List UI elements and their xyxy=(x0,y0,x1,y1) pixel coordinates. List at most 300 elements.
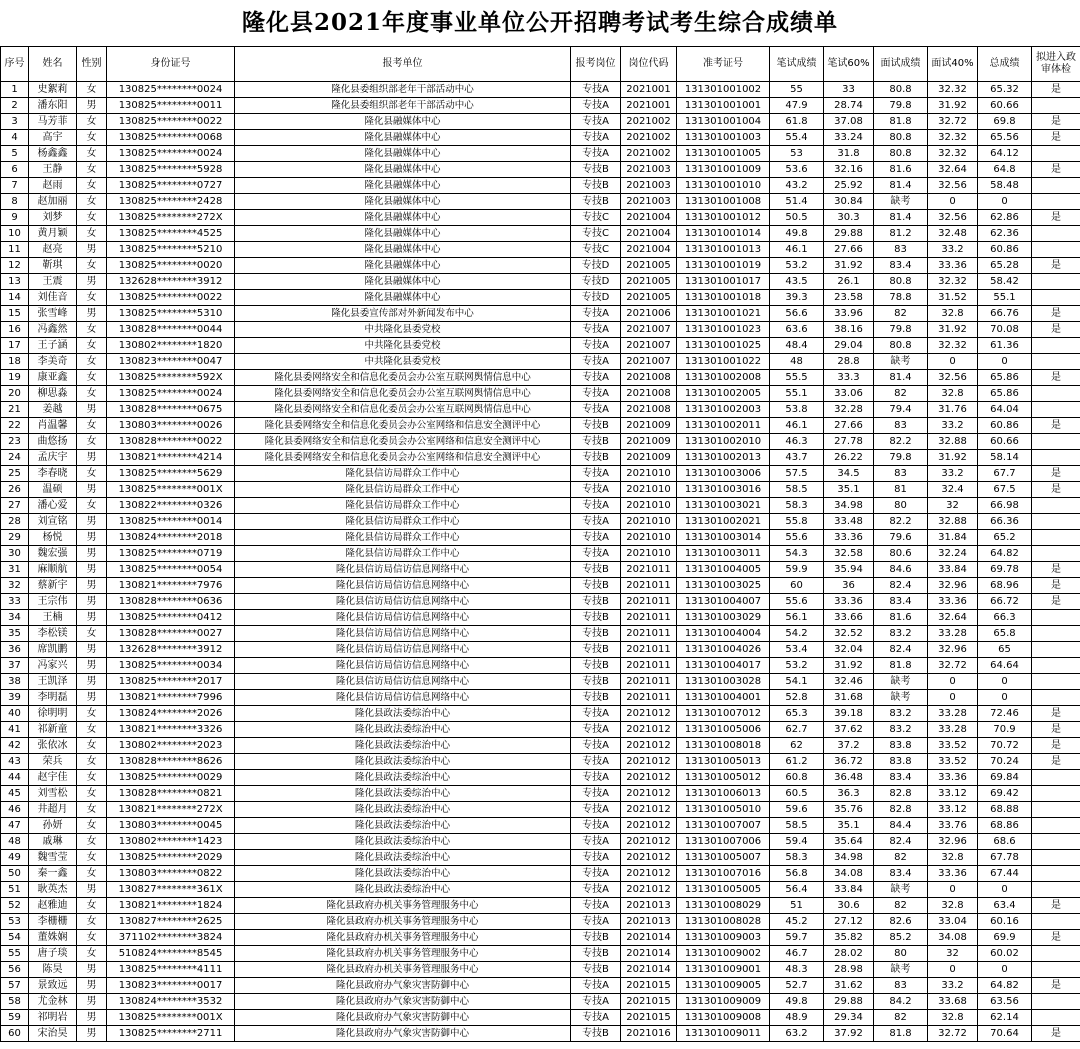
cell-interview-score: 82 xyxy=(874,1010,928,1026)
cell-position: 专技D xyxy=(571,290,621,306)
cell-position: 专技A xyxy=(571,130,621,146)
cell-position-code: 2021011 xyxy=(621,690,677,706)
cell-seq: 1 xyxy=(1,82,29,98)
cell-admission-no: 131301002005 xyxy=(677,386,770,402)
cell-written-60: 29.04 xyxy=(824,338,874,354)
cell-written-60: 30.6 xyxy=(824,898,874,914)
cell-interview-score: 79.6 xyxy=(874,530,928,546)
cell-id-number: 130827********361X xyxy=(107,882,235,898)
cell-position-code: 2021012 xyxy=(621,818,677,834)
cell-written-score: 54.2 xyxy=(770,626,824,642)
cell-shortlisted xyxy=(1032,850,1080,866)
cell-written-score: 55.1 xyxy=(770,386,824,402)
cell-total-score: 64.64 xyxy=(978,658,1032,674)
cell-gender: 男 xyxy=(77,242,107,258)
cell-written-60: 33.06 xyxy=(824,386,874,402)
cell-written-60: 30.3 xyxy=(824,210,874,226)
cell-admission-no: 131301009003 xyxy=(677,930,770,946)
cell-admission-no: 131301005012 xyxy=(677,770,770,786)
cell-interview-score: 81.6 xyxy=(874,610,928,626)
cell-shortlisted xyxy=(1032,354,1080,370)
cell-written-60: 27.12 xyxy=(824,914,874,930)
cell-shortlisted xyxy=(1032,642,1080,658)
cell-position-code: 2021013 xyxy=(621,914,677,930)
cell-id-number: 130824********2026 xyxy=(107,706,235,722)
cell-written-score: 46.1 xyxy=(770,242,824,258)
table-row xyxy=(1,850,1080,866)
cell-written-60: 33.24 xyxy=(824,130,874,146)
cell-shortlisted: 是 xyxy=(1032,706,1080,722)
cell-unit: 中共隆化县委党校 xyxy=(235,338,571,354)
cell-total-score: 65.56 xyxy=(978,130,1032,146)
cell-written-60: 28.74 xyxy=(824,98,874,114)
cell-name: 魏宏强 xyxy=(29,546,77,562)
cell-gender: 女 xyxy=(77,898,107,914)
cell-interview-score: 缺考 xyxy=(874,674,928,690)
cell-written-score: 58.5 xyxy=(770,482,824,498)
table-row xyxy=(1,530,1080,546)
cell-name: 赵雅迪 xyxy=(29,898,77,914)
cell-admission-no: 131301005007 xyxy=(677,850,770,866)
cell-admission-no: 131301007006 xyxy=(677,834,770,850)
cell-position-code: 2021006 xyxy=(621,306,677,322)
cell-seq: 23 xyxy=(1,434,29,450)
cell-interview-40: 32.32 xyxy=(928,338,978,354)
cell-interview-40: 33.52 xyxy=(928,738,978,754)
cell-gender: 男 xyxy=(77,546,107,562)
cell-shortlisted: 是 xyxy=(1032,738,1080,754)
table-row xyxy=(1,738,1080,754)
cell-shortlisted xyxy=(1032,178,1080,194)
cell-name: 李春晓 xyxy=(29,466,77,482)
cell-written-60: 35.94 xyxy=(824,562,874,578)
table-row xyxy=(1,258,1080,274)
cell-id-number: 130824********3532 xyxy=(107,994,235,1010)
cell-name: 李松镁 xyxy=(29,626,77,642)
cell-written-60: 37.92 xyxy=(824,1026,874,1042)
cell-shortlisted xyxy=(1032,658,1080,674)
cell-admission-no: 131301001009 xyxy=(677,162,770,178)
cell-position-code: 2021004 xyxy=(621,242,677,258)
table-row xyxy=(1,514,1080,530)
cell-total-score: 55.1 xyxy=(978,290,1032,306)
cell-position-code: 2021010 xyxy=(621,514,677,530)
cell-interview-score: 81.4 xyxy=(874,210,928,226)
cell-unit: 隆化县信访局群众工作中心 xyxy=(235,514,571,530)
cell-position-code: 2021013 xyxy=(621,898,677,914)
cell-written-60: 33.66 xyxy=(824,610,874,626)
cell-seq: 11 xyxy=(1,242,29,258)
cell-seq: 10 xyxy=(1,226,29,242)
cell-position-code: 2021002 xyxy=(621,146,677,162)
cell-total-score: 66.72 xyxy=(978,594,1032,610)
cell-id-number: 371102********3824 xyxy=(107,930,235,946)
cell-id-number: 130803********0045 xyxy=(107,818,235,834)
cell-name: 刘雪松 xyxy=(29,786,77,802)
cell-gender: 女 xyxy=(77,210,107,226)
cell-shortlisted: 是 xyxy=(1032,482,1080,498)
table-row xyxy=(1,578,1080,594)
cell-position: 专技B xyxy=(571,610,621,626)
cell-interview-40: 32.8 xyxy=(928,386,978,402)
cell-total-score: 58.42 xyxy=(978,274,1032,290)
cell-interview-40: 33.68 xyxy=(928,994,978,1010)
cell-position: 专技A xyxy=(571,306,621,322)
cell-name: 刘宣铭 xyxy=(29,514,77,530)
cell-interview-score: 79.8 xyxy=(874,98,928,114)
cell-unit: 隆化县政法委综治中心 xyxy=(235,802,571,818)
cell-position: 专技C xyxy=(571,226,621,242)
cell-interview-40: 0 xyxy=(928,674,978,690)
cell-id-number: 130821********4214 xyxy=(107,450,235,466)
cell-admission-no: 131301001012 xyxy=(677,210,770,226)
cell-shortlisted: 是 xyxy=(1032,594,1080,610)
cell-interview-score: 缺考 xyxy=(874,690,928,706)
table-row xyxy=(1,450,1080,466)
header-cell: 序号 xyxy=(1,47,29,82)
cell-interview-40: 32.24 xyxy=(928,546,978,562)
cell-position: 专技A xyxy=(571,498,621,514)
cell-gender: 女 xyxy=(77,850,107,866)
cell-unit: 隆化县委网络安全和信息化委员会办公室网络和信息安全测评中心 xyxy=(235,418,571,434)
cell-id-number: 130824********2018 xyxy=(107,530,235,546)
cell-interview-40: 32.48 xyxy=(928,226,978,242)
cell-admission-no: 131301009008 xyxy=(677,1010,770,1026)
cell-interview-score: 83 xyxy=(874,978,928,994)
cell-admission-no: 131301001004 xyxy=(677,114,770,130)
table-row xyxy=(1,962,1080,978)
cell-interview-score: 82.8 xyxy=(874,786,928,802)
table-row xyxy=(1,82,1080,98)
cell-interview-score: 83.4 xyxy=(874,770,928,786)
cell-unit: 隆化县信访局群众工作中心 xyxy=(235,466,571,482)
cell-admission-no: 131301001001 xyxy=(677,98,770,114)
cell-shortlisted xyxy=(1032,818,1080,834)
cell-seq: 8 xyxy=(1,194,29,210)
table-row xyxy=(1,98,1080,114)
cell-position-code: 2021012 xyxy=(621,738,677,754)
cell-seq: 2 xyxy=(1,98,29,114)
cell-unit: 隆化县融媒体中心 xyxy=(235,162,571,178)
cell-shortlisted: 是 xyxy=(1032,258,1080,274)
cell-position-code: 2021001 xyxy=(621,98,677,114)
table-row xyxy=(1,802,1080,818)
cell-interview-40: 33.28 xyxy=(928,626,978,642)
cell-shortlisted xyxy=(1032,802,1080,818)
cell-shortlisted xyxy=(1032,530,1080,546)
cell-total-score: 66.3 xyxy=(978,610,1032,626)
cell-seq: 39 xyxy=(1,690,29,706)
cell-seq: 22 xyxy=(1,418,29,434)
cell-unit: 隆化县融媒体中心 xyxy=(235,290,571,306)
cell-position-code: 2021012 xyxy=(621,722,677,738)
cell-seq: 27 xyxy=(1,498,29,514)
cell-seq: 43 xyxy=(1,754,29,770)
cell-interview-40: 32.72 xyxy=(928,658,978,674)
cell-seq: 4 xyxy=(1,130,29,146)
cell-position: 专技B xyxy=(571,194,621,210)
cell-name: 潘东阳 xyxy=(29,98,77,114)
cell-written-60: 31.62 xyxy=(824,978,874,994)
cell-interview-40: 32 xyxy=(928,946,978,962)
cell-written-60: 31.92 xyxy=(824,658,874,674)
cell-interview-score: 85.2 xyxy=(874,930,928,946)
table-row xyxy=(1,914,1080,930)
cell-written-score: 39.3 xyxy=(770,290,824,306)
cell-seq: 6 xyxy=(1,162,29,178)
table-row xyxy=(1,866,1080,882)
cell-unit: 隆化县政法委综治中心 xyxy=(235,786,571,802)
cell-shortlisted: 是 xyxy=(1032,978,1080,994)
cell-gender: 女 xyxy=(77,626,107,642)
cell-seq: 7 xyxy=(1,178,29,194)
cell-gender: 男 xyxy=(77,610,107,626)
cell-position-code: 2021016 xyxy=(621,1026,677,1042)
cell-position: 专技C xyxy=(571,242,621,258)
cell-position: 专技A xyxy=(571,914,621,930)
cell-seq: 17 xyxy=(1,338,29,354)
cell-interview-score: 81.6 xyxy=(874,162,928,178)
cell-written-score: 49.8 xyxy=(770,226,824,242)
cell-shortlisted xyxy=(1032,194,1080,210)
cell-id-number: 130827********2625 xyxy=(107,914,235,930)
table-row xyxy=(1,498,1080,514)
cell-seq: 14 xyxy=(1,290,29,306)
cell-shortlisted: 是 xyxy=(1032,930,1080,946)
cell-written-60: 31.8 xyxy=(824,146,874,162)
cell-total-score: 64.8 xyxy=(978,162,1032,178)
cell-seq: 34 xyxy=(1,610,29,626)
cell-total-score: 58.48 xyxy=(978,178,1032,194)
cell-total-score: 63.4 xyxy=(978,898,1032,914)
cell-position-code: 2021015 xyxy=(621,1010,677,1026)
table-row xyxy=(1,178,1080,194)
cell-gender: 女 xyxy=(77,162,107,178)
cell-total-score: 68.6 xyxy=(978,834,1032,850)
cell-seq: 45 xyxy=(1,786,29,802)
cell-written-score: 48.4 xyxy=(770,338,824,354)
cell-id-number: 132628********3912 xyxy=(107,274,235,290)
cell-shortlisted xyxy=(1032,690,1080,706)
cell-written-score: 59.6 xyxy=(770,802,824,818)
cell-interview-score: 84.6 xyxy=(874,562,928,578)
cell-admission-no: 131301002003 xyxy=(677,402,770,418)
cell-total-score: 69.78 xyxy=(978,562,1032,578)
cell-position-code: 2021002 xyxy=(621,114,677,130)
cell-interview-40: 31.92 xyxy=(928,322,978,338)
cell-admission-no: 131301005006 xyxy=(677,722,770,738)
cell-written-score: 55 xyxy=(770,82,824,98)
cell-id-number: 130825********0727 xyxy=(107,178,235,194)
cell-position: 专技A xyxy=(571,466,621,482)
cell-gender: 女 xyxy=(77,818,107,834)
cell-admission-no: 131301002010 xyxy=(677,434,770,450)
cell-name: 赵宇佳 xyxy=(29,770,77,786)
cell-position-code: 2021014 xyxy=(621,962,677,978)
cell-written-score: 55.6 xyxy=(770,594,824,610)
table-row xyxy=(1,338,1080,354)
cell-total-score: 67.7 xyxy=(978,466,1032,482)
cell-id-number: 130828********0027 xyxy=(107,626,235,642)
cell-written-score: 51 xyxy=(770,898,824,914)
cell-admission-no: 131301001017 xyxy=(677,274,770,290)
cell-unit: 隆化县信访局群众工作中心 xyxy=(235,546,571,562)
cell-name: 唐子琰 xyxy=(29,946,77,962)
cell-shortlisted: 是 xyxy=(1032,722,1080,738)
cell-admission-no: 131301002021 xyxy=(677,514,770,530)
cell-interview-40: 0 xyxy=(928,882,978,898)
table-row xyxy=(1,194,1080,210)
cell-total-score: 68.86 xyxy=(978,818,1032,834)
cell-position: 专技A xyxy=(571,402,621,418)
cell-position: 专技A xyxy=(571,882,621,898)
cell-name: 耿英杰 xyxy=(29,882,77,898)
cell-seq: 31 xyxy=(1,562,29,578)
cell-interview-40: 32.8 xyxy=(928,1010,978,1026)
cell-name: 冯鑫然 xyxy=(29,322,77,338)
cell-unit: 隆化县融媒体中心 xyxy=(235,274,571,290)
cell-written-60: 27.66 xyxy=(824,242,874,258)
cell-shortlisted: 是 xyxy=(1032,562,1080,578)
cell-interview-score: 缺考 xyxy=(874,194,928,210)
cell-position: 专技A xyxy=(571,706,621,722)
cell-gender: 女 xyxy=(77,322,107,338)
cell-gender: 男 xyxy=(77,994,107,1010)
cell-seq: 52 xyxy=(1,898,29,914)
cell-total-score: 65.86 xyxy=(978,370,1032,386)
cell-written-score: 59.9 xyxy=(770,562,824,578)
cell-written-score: 60.8 xyxy=(770,770,824,786)
cell-interview-40: 32.96 xyxy=(928,578,978,594)
cell-shortlisted: 是 xyxy=(1032,898,1080,914)
cell-total-score: 61.36 xyxy=(978,338,1032,354)
cell-interview-score: 81.4 xyxy=(874,178,928,194)
cell-written-60: 28.8 xyxy=(824,354,874,370)
cell-admission-no: 131301004007 xyxy=(677,594,770,610)
cell-admission-no: 131301007016 xyxy=(677,866,770,882)
cell-written-score: 55.8 xyxy=(770,514,824,530)
cell-written-60: 32.58 xyxy=(824,546,874,562)
cell-seq: 3 xyxy=(1,114,29,130)
cell-total-score: 65.32 xyxy=(978,82,1032,98)
cell-seq: 30 xyxy=(1,546,29,562)
cell-position-code: 2021015 xyxy=(621,978,677,994)
cell-position-code: 2021008 xyxy=(621,386,677,402)
cell-seq: 59 xyxy=(1,1010,29,1026)
cell-name: 宋治昊 xyxy=(29,1026,77,1042)
cell-id-number: 130825********0034 xyxy=(107,658,235,674)
cell-admission-no: 131301001010 xyxy=(677,178,770,194)
cell-unit: 隆化县信访局信访信息网络中心 xyxy=(235,674,571,690)
cell-shortlisted: 是 xyxy=(1032,1026,1080,1042)
cell-gender: 男 xyxy=(77,690,107,706)
cell-total-score: 65.2 xyxy=(978,530,1032,546)
cell-interview-40: 33.2 xyxy=(928,418,978,434)
cell-unit: 隆化县委网络安全和信息化委员会办公室网络和信息安全测评中心 xyxy=(235,450,571,466)
cell-admission-no: 131301009002 xyxy=(677,946,770,962)
cell-total-score: 63.56 xyxy=(978,994,1032,1010)
cell-total-score: 60.02 xyxy=(978,946,1032,962)
table-row xyxy=(1,658,1080,674)
cell-interview-40: 31.84 xyxy=(928,530,978,546)
cell-seq: 60 xyxy=(1,1026,29,1042)
cell-id-number: 130821********7976 xyxy=(107,578,235,594)
cell-total-score: 0 xyxy=(978,194,1032,210)
cell-position: 专技A xyxy=(571,338,621,354)
header-cell: 总成绩 xyxy=(978,47,1032,82)
cell-position-code: 2021010 xyxy=(621,498,677,514)
cell-unit: 隆化县政府办气象灾害防御中心 xyxy=(235,1010,571,1026)
cell-shortlisted xyxy=(1032,226,1080,242)
cell-name: 魏雪莹 xyxy=(29,850,77,866)
cell-admission-no: 131301003028 xyxy=(677,674,770,690)
cell-seq: 13 xyxy=(1,274,29,290)
cell-position: 专技A xyxy=(571,738,621,754)
cell-name: 王震 xyxy=(29,274,77,290)
table-row xyxy=(1,930,1080,946)
cell-position: 专技A xyxy=(571,866,621,882)
cell-interview-score: 缺考 xyxy=(874,354,928,370)
cell-name: 杨悦 xyxy=(29,530,77,546)
cell-id-number: 130825********4525 xyxy=(107,226,235,242)
cell-position-code: 2021012 xyxy=(621,882,677,898)
cell-interview-score: 82 xyxy=(874,386,928,402)
cell-gender: 男 xyxy=(77,450,107,466)
cell-interview-score: 83.4 xyxy=(874,258,928,274)
cell-written-score: 43.7 xyxy=(770,450,824,466)
cell-id-number: 130825********5629 xyxy=(107,466,235,482)
cell-interview-40: 33.36 xyxy=(928,770,978,786)
cell-position-code: 2021012 xyxy=(621,866,677,882)
cell-interview-40: 33.2 xyxy=(928,242,978,258)
table-row xyxy=(1,562,1080,578)
cell-interview-score: 81 xyxy=(874,482,928,498)
cell-shortlisted xyxy=(1032,626,1080,642)
table-row xyxy=(1,994,1080,1010)
cell-name: 王宗伟 xyxy=(29,594,77,610)
cell-shortlisted xyxy=(1032,434,1080,450)
cell-id-number: 130823********0017 xyxy=(107,978,235,994)
cell-written-60: 33.84 xyxy=(824,882,874,898)
cell-name: 王凯泽 xyxy=(29,674,77,690)
cell-written-60: 32.28 xyxy=(824,402,874,418)
cell-written-60: 32.52 xyxy=(824,626,874,642)
cell-written-60: 32.04 xyxy=(824,642,874,658)
cell-written-score: 53 xyxy=(770,146,824,162)
cell-unit: 隆化县信访局群众工作中心 xyxy=(235,530,571,546)
cell-written-score: 48.9 xyxy=(770,1010,824,1026)
cell-written-score: 59.4 xyxy=(770,834,824,850)
cell-written-score: 61.2 xyxy=(770,754,824,770)
cell-written-60: 32.16 xyxy=(824,162,874,178)
cell-id-number: 130802********1423 xyxy=(107,834,235,850)
cell-written-60: 34.98 xyxy=(824,498,874,514)
cell-shortlisted xyxy=(1032,962,1080,978)
cell-id-number: 130825********0054 xyxy=(107,562,235,578)
cell-seq: 44 xyxy=(1,770,29,786)
table-row xyxy=(1,642,1080,658)
cell-position: 专技A xyxy=(571,514,621,530)
cell-admission-no: 131301009001 xyxy=(677,962,770,978)
cell-position: 专技A xyxy=(571,114,621,130)
cell-interview-40: 0 xyxy=(928,354,978,370)
cell-total-score: 0 xyxy=(978,354,1032,370)
table-row xyxy=(1,594,1080,610)
cell-written-60: 30.84 xyxy=(824,194,874,210)
cell-unit: 隆化县融媒体中心 xyxy=(235,258,571,274)
cell-interview-score: 80.8 xyxy=(874,338,928,354)
cell-written-60: 37.2 xyxy=(824,738,874,754)
